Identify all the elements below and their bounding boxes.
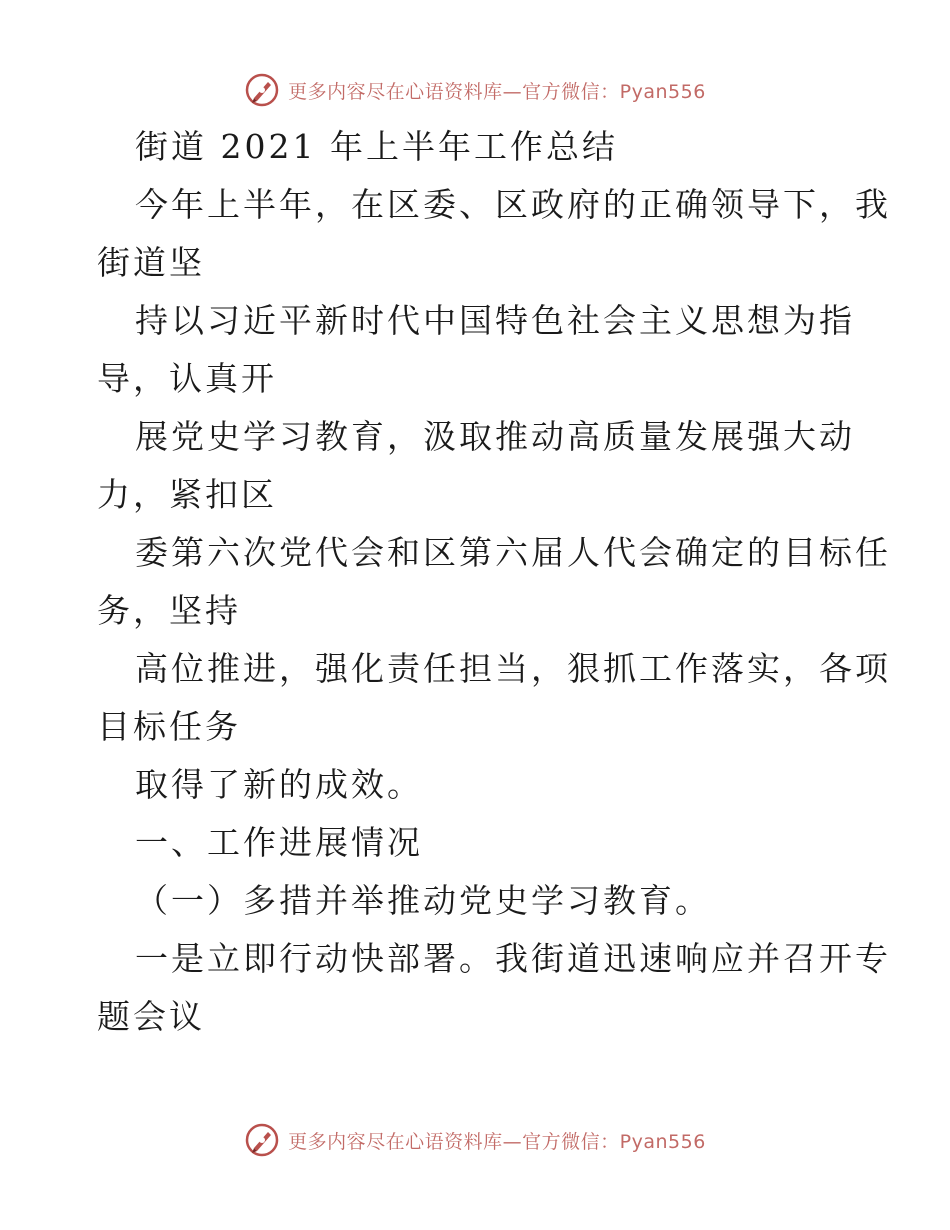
text-line: 展党史学习教育，汲取推动高质量发展强大动 <box>135 417 855 456</box>
pen-logo-icon <box>244 72 280 108</box>
text-line: 一是立即行动快部署。我街道迅速响应并召开专 <box>135 939 891 978</box>
text-line: 导，认真开 <box>97 359 277 398</box>
text-line: 委第六次党代会和区第六届人代会确定的目标任 <box>135 533 891 572</box>
banner-text: 更多内容尽在心语资料库—官方微信：Pyan556 <box>288 1130 706 1153</box>
text-line: 题会议 <box>97 997 205 1036</box>
banner-text: 更多内容尽在心语资料库—官方微信：Pyan556 <box>288 80 706 103</box>
text-line: 力，紧扣区 <box>97 475 277 514</box>
text-line: 今年上半年，在区委、区政府的正确领导下，我 <box>135 185 891 224</box>
text-line: 持以习近平新时代中国特色社会主义思想为指 <box>135 301 855 340</box>
document-body <box>97 118 891 1046</box>
text-line: 一、工作进展情况 <box>135 823 423 862</box>
header-watermark-banner <box>0 68 950 112</box>
text-line: 高位推进，强化责任担当，狠抓工作落实，各项 <box>135 649 891 688</box>
text-line: （一）多措并举推动党史学习教育。 <box>135 881 711 920</box>
text-line: 目标任务 <box>97 707 241 746</box>
text-line: 街道坚 <box>97 243 205 282</box>
document-title: 街道 2021 年上半年工作总结 <box>135 127 618 166</box>
text-line: 取得了新的成效。 <box>135 765 423 804</box>
pen-logo-icon <box>244 1122 280 1158</box>
text-line: 务，坚持 <box>97 591 241 630</box>
footer-watermark-banner <box>0 1118 950 1162</box>
